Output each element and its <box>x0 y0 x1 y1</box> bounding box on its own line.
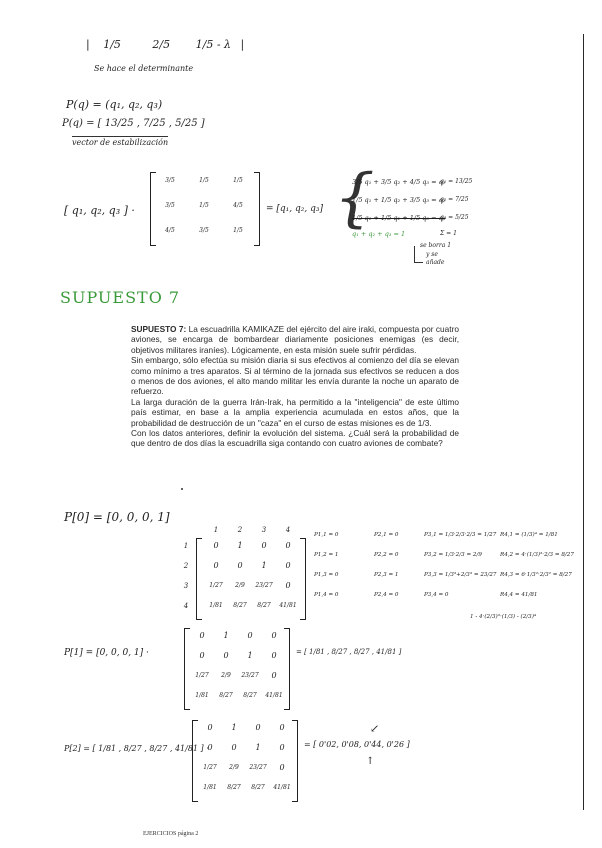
row-header: 1 <box>183 542 189 550</box>
p0-vector: P[0] = [0, 0, 0, 1] <box>64 510 170 524</box>
mp1-cell: 0 <box>199 651 205 660</box>
mp1-cell: 1 <box>247 651 253 660</box>
mp2-cell: 1/27 <box>203 764 217 771</box>
calc: R4,1 = (1/3)⁴ = 1/81 <box>500 532 558 538</box>
matrix4-right-bracket <box>300 538 306 620</box>
combo-note: 1 - 4·(2/3)³·(1/3) - (2/3)⁴ <box>470 614 537 620</box>
m3-cell: 4/5 <box>233 202 243 209</box>
top-c: 1/5 - λ <box>195 38 232 51</box>
calc: R4,4 = 41/81 <box>500 592 538 598</box>
mp2-cell: 0 <box>231 743 237 752</box>
mp1-cell: 41/81 <box>265 692 283 699</box>
calc: P2,2 = 0 <box>374 552 399 558</box>
mp1-cell: 8/27 <box>243 692 257 699</box>
calc: P3,2 = 1/3·2/3 = 2/9 <box>424 552 482 558</box>
m4-cell: 1/81 <box>209 602 223 609</box>
matrix-4x4 <box>196 538 306 620</box>
mp2-cell: 1 <box>255 743 261 752</box>
calc: P2,3 = 1 <box>374 572 399 578</box>
mp1-cell: 0 <box>199 631 205 640</box>
system-result-sum: Σ = 1 <box>440 230 457 237</box>
m4-cell: 0 <box>213 561 219 570</box>
m4-cell: 8/27 <box>257 602 271 609</box>
system-line-3: 1/5 q₁ + 1/5 q₂ + 1/5 q₃ = q₃ <box>352 214 446 222</box>
m3-cell: 4/5 <box>165 227 175 234</box>
problem-p1: La escuadrilla KAMIKAZE del ejército del aire iraki, compuesta por cuatro aviones, se encarga de bombardear diariamente posiciones enemigas (es decir, objetivos militares iraníes). Lógicamente, en esta misión suele sufrir pérdidas. <box>131 324 459 355</box>
mp2-cell: 0 <box>279 763 285 772</box>
stray-dot <box>181 488 183 490</box>
top-a: 1/5 <box>103 38 121 51</box>
calc: P3,1 = 1/3·2/3·2/3 = 1/27 <box>424 532 497 538</box>
top-b: 2/5 <box>152 38 171 51</box>
matrix-3x3 <box>150 172 260 246</box>
m4-cell: 0 <box>237 561 243 570</box>
mp2-cell: 0 <box>207 743 213 752</box>
system-result-3: q₃ = 5/25 <box>440 214 469 221</box>
page-footer: EJERCICIOS página 2 <box>143 831 199 837</box>
mp1-cell: 0 <box>271 631 277 640</box>
mp2-cell: 0 <box>255 723 261 732</box>
m4-cell: 1/27 <box>209 582 223 589</box>
system-line-2: 1/5 q₁ + 1/5 q₂ + 3/5 q₃ = q₂ <box>352 196 446 204</box>
m4-cell: 0 <box>213 541 219 550</box>
p2-result: = [ 0'02, 0'08, 0'44, 0'26 ] <box>304 740 410 749</box>
col-header: 1 <box>213 526 219 534</box>
matrix3-right-bracket <box>254 172 260 246</box>
calc: R4,2 = 4·(1/3)³·2/3 = 8/27 <box>500 552 574 558</box>
calc: P1,1 = 0 <box>314 532 339 538</box>
col-header: 4 <box>285 526 291 534</box>
margin-line <box>583 34 584 810</box>
mp2-cell: 8/27 <box>227 784 241 791</box>
matrix-p2 <box>192 720 298 802</box>
pq-definition: P(q) = (q₁, q₂, q₃) <box>66 98 163 111</box>
bar-left: | <box>86 38 90 51</box>
pq-value: P(q) = [ 13/25 , 7/25 , 5/25 ] <box>62 118 205 129</box>
m4-cell: 41/81 <box>279 602 297 609</box>
m4-cell: 0 <box>285 581 291 590</box>
mp2-cell: 41/81 <box>273 784 291 791</box>
m4-cell: 1 <box>261 561 267 570</box>
calc: R4,3 = 6·1/3²·2/3² = 8/27 <box>500 572 572 578</box>
arrow-up-icon: ↑ <box>366 756 375 767</box>
m3-cell: 1/5 <box>233 177 243 184</box>
mp1-cell: 1/27 <box>195 672 209 679</box>
matrix3-left-bracket <box>150 172 156 246</box>
m3-cell: 1/5 <box>199 202 209 209</box>
bar-right: | <box>240 38 245 51</box>
mp2-cell: 23/27 <box>249 764 267 771</box>
m4-cell: 0 <box>285 561 291 570</box>
m4-cell: 0 <box>261 541 267 550</box>
system-line-1: 3/5 q₁ + 3/5 q₂ + 4/5 q₃ = q₁ <box>352 178 446 186</box>
note-determinant: Se hace el determinante <box>94 64 194 73</box>
system-result-1: q₁ = 13/25 <box>440 178 473 185</box>
m4-cell: 2/9 <box>235 582 245 589</box>
m4-cell: 23/27 <box>255 582 273 589</box>
section-title: SUPUESTO 7 <box>60 288 181 307</box>
problem-statement <box>131 324 459 449</box>
m3-cell: 3/5 <box>165 177 175 184</box>
mp1-cell: 1/81 <box>195 692 209 699</box>
p1-result: = [ 1/81 , 8/27 , 8/27 , 41/81 ] <box>296 648 402 656</box>
p2-label: P[2] = [ 1/81 , 8/27 , 8/27 , 41/81 ] · <box>64 744 209 753</box>
m3-cell: 1/5 <box>199 177 209 184</box>
mp1-cell: 1 <box>223 631 229 640</box>
system-line-4: q₁ + q₂ + q₃ = 1 <box>352 230 406 238</box>
calc: P3,4 = 0 <box>424 592 449 598</box>
col-header: 3 <box>261 526 267 534</box>
m4-cell: 0 <box>285 541 291 550</box>
mp2-cell: 0 <box>279 723 285 732</box>
mp2-cell: 2/9 <box>229 764 239 771</box>
right-calcs <box>314 530 576 612</box>
system-brace: { <box>334 161 375 235</box>
calc: P3,3 = 1/3³+2/3³ = 23/27 <box>424 572 497 578</box>
matrix-p1 <box>184 628 290 710</box>
side-note-1: se borra 1 <box>420 242 452 249</box>
mp1-cell: 0 <box>247 631 253 640</box>
mp1-cell: 0 <box>223 651 229 660</box>
side-note-3: añade <box>426 259 445 266</box>
m3-cell: 3/5 <box>165 202 175 209</box>
calc: P1,2 = 1 <box>314 552 339 558</box>
mp2-cell: 1/81 <box>203 784 217 791</box>
mp2-cell: 8/27 <box>251 784 265 791</box>
arrow-down-icon: ↙ <box>370 722 380 735</box>
calc: P2,1 = 0 <box>374 532 399 538</box>
m4-cell: 8/27 <box>233 602 247 609</box>
p1-label: P[1] = [0, 0, 0, 1] · <box>64 648 149 658</box>
mp1-cell: 0 <box>271 671 277 680</box>
mp2-cell: 0 <box>207 723 213 732</box>
calc: P1,4 = 0 <box>314 592 339 598</box>
determinant-row <box>86 38 244 51</box>
mp2-cell: 0 <box>279 743 285 752</box>
problem-p3: La larga duración de la guerra Irán-Irak, ha permitido a la "inteligencia" de este último país estimar, en base a la amplia experiencia acumulada en estos años, que la probabilidad de destrucción de un "caza" en el curso de estas misiones es de 1/3. <box>131 396 459 428</box>
m4-cell: 1 <box>237 541 243 550</box>
row-header: 3 <box>183 582 189 590</box>
eq-left: [ q₁, q₂, q₃ ] · <box>64 204 135 217</box>
mp2-cell: 1 <box>231 723 237 732</box>
problem-lead: SUPUESTO 7: <box>131 324 187 334</box>
side-note-hook <box>414 246 423 263</box>
col-header: 2 <box>237 526 243 534</box>
problem-paragraph-1 <box>131 324 459 355</box>
matrix4-left-bracket <box>196 538 202 620</box>
problem-p2: Sin embargo, sólo efectúa su misión diaria si sus efectivos al comienzo del día se elevan como mínimo a tres aparatos. Si al término de la jornada sus efectivos se reducen a dos o menos de dos aviones, el alto mando militar les envía durante la noche un aparato de refuerzo. <box>131 355 459 397</box>
eq-right: = [q₁, q₂, q₃] <box>266 204 323 214</box>
m3-cell: 1/5 <box>233 227 243 234</box>
calc: P2,4 = 0 <box>374 592 399 598</box>
side-note-2: y se <box>426 251 438 258</box>
mp1-cell: 8/27 <box>219 692 233 699</box>
system-result-2: q₂ = 7/25 <box>440 196 469 203</box>
row-headers <box>180 540 192 620</box>
mp1-cell: 23/27 <box>241 672 259 679</box>
problem-p4: Con los datos anteriores, definir la evolución del sistema. ¿Cuál será la probabilidad de que dentro de dos días la escuadrilla siga contando con cuatro aviones de combate? <box>131 428 459 449</box>
calc: P1,3 = 0 <box>314 572 339 578</box>
mp1-cell: 0 <box>271 651 277 660</box>
col-headers <box>196 526 306 536</box>
vector-label: vector de estabilización <box>72 138 169 147</box>
row-header: 4 <box>183 602 189 610</box>
row-header: 2 <box>183 562 189 570</box>
mp1-cell: 2/9 <box>221 672 231 679</box>
m3-cell: 3/5 <box>199 227 209 234</box>
